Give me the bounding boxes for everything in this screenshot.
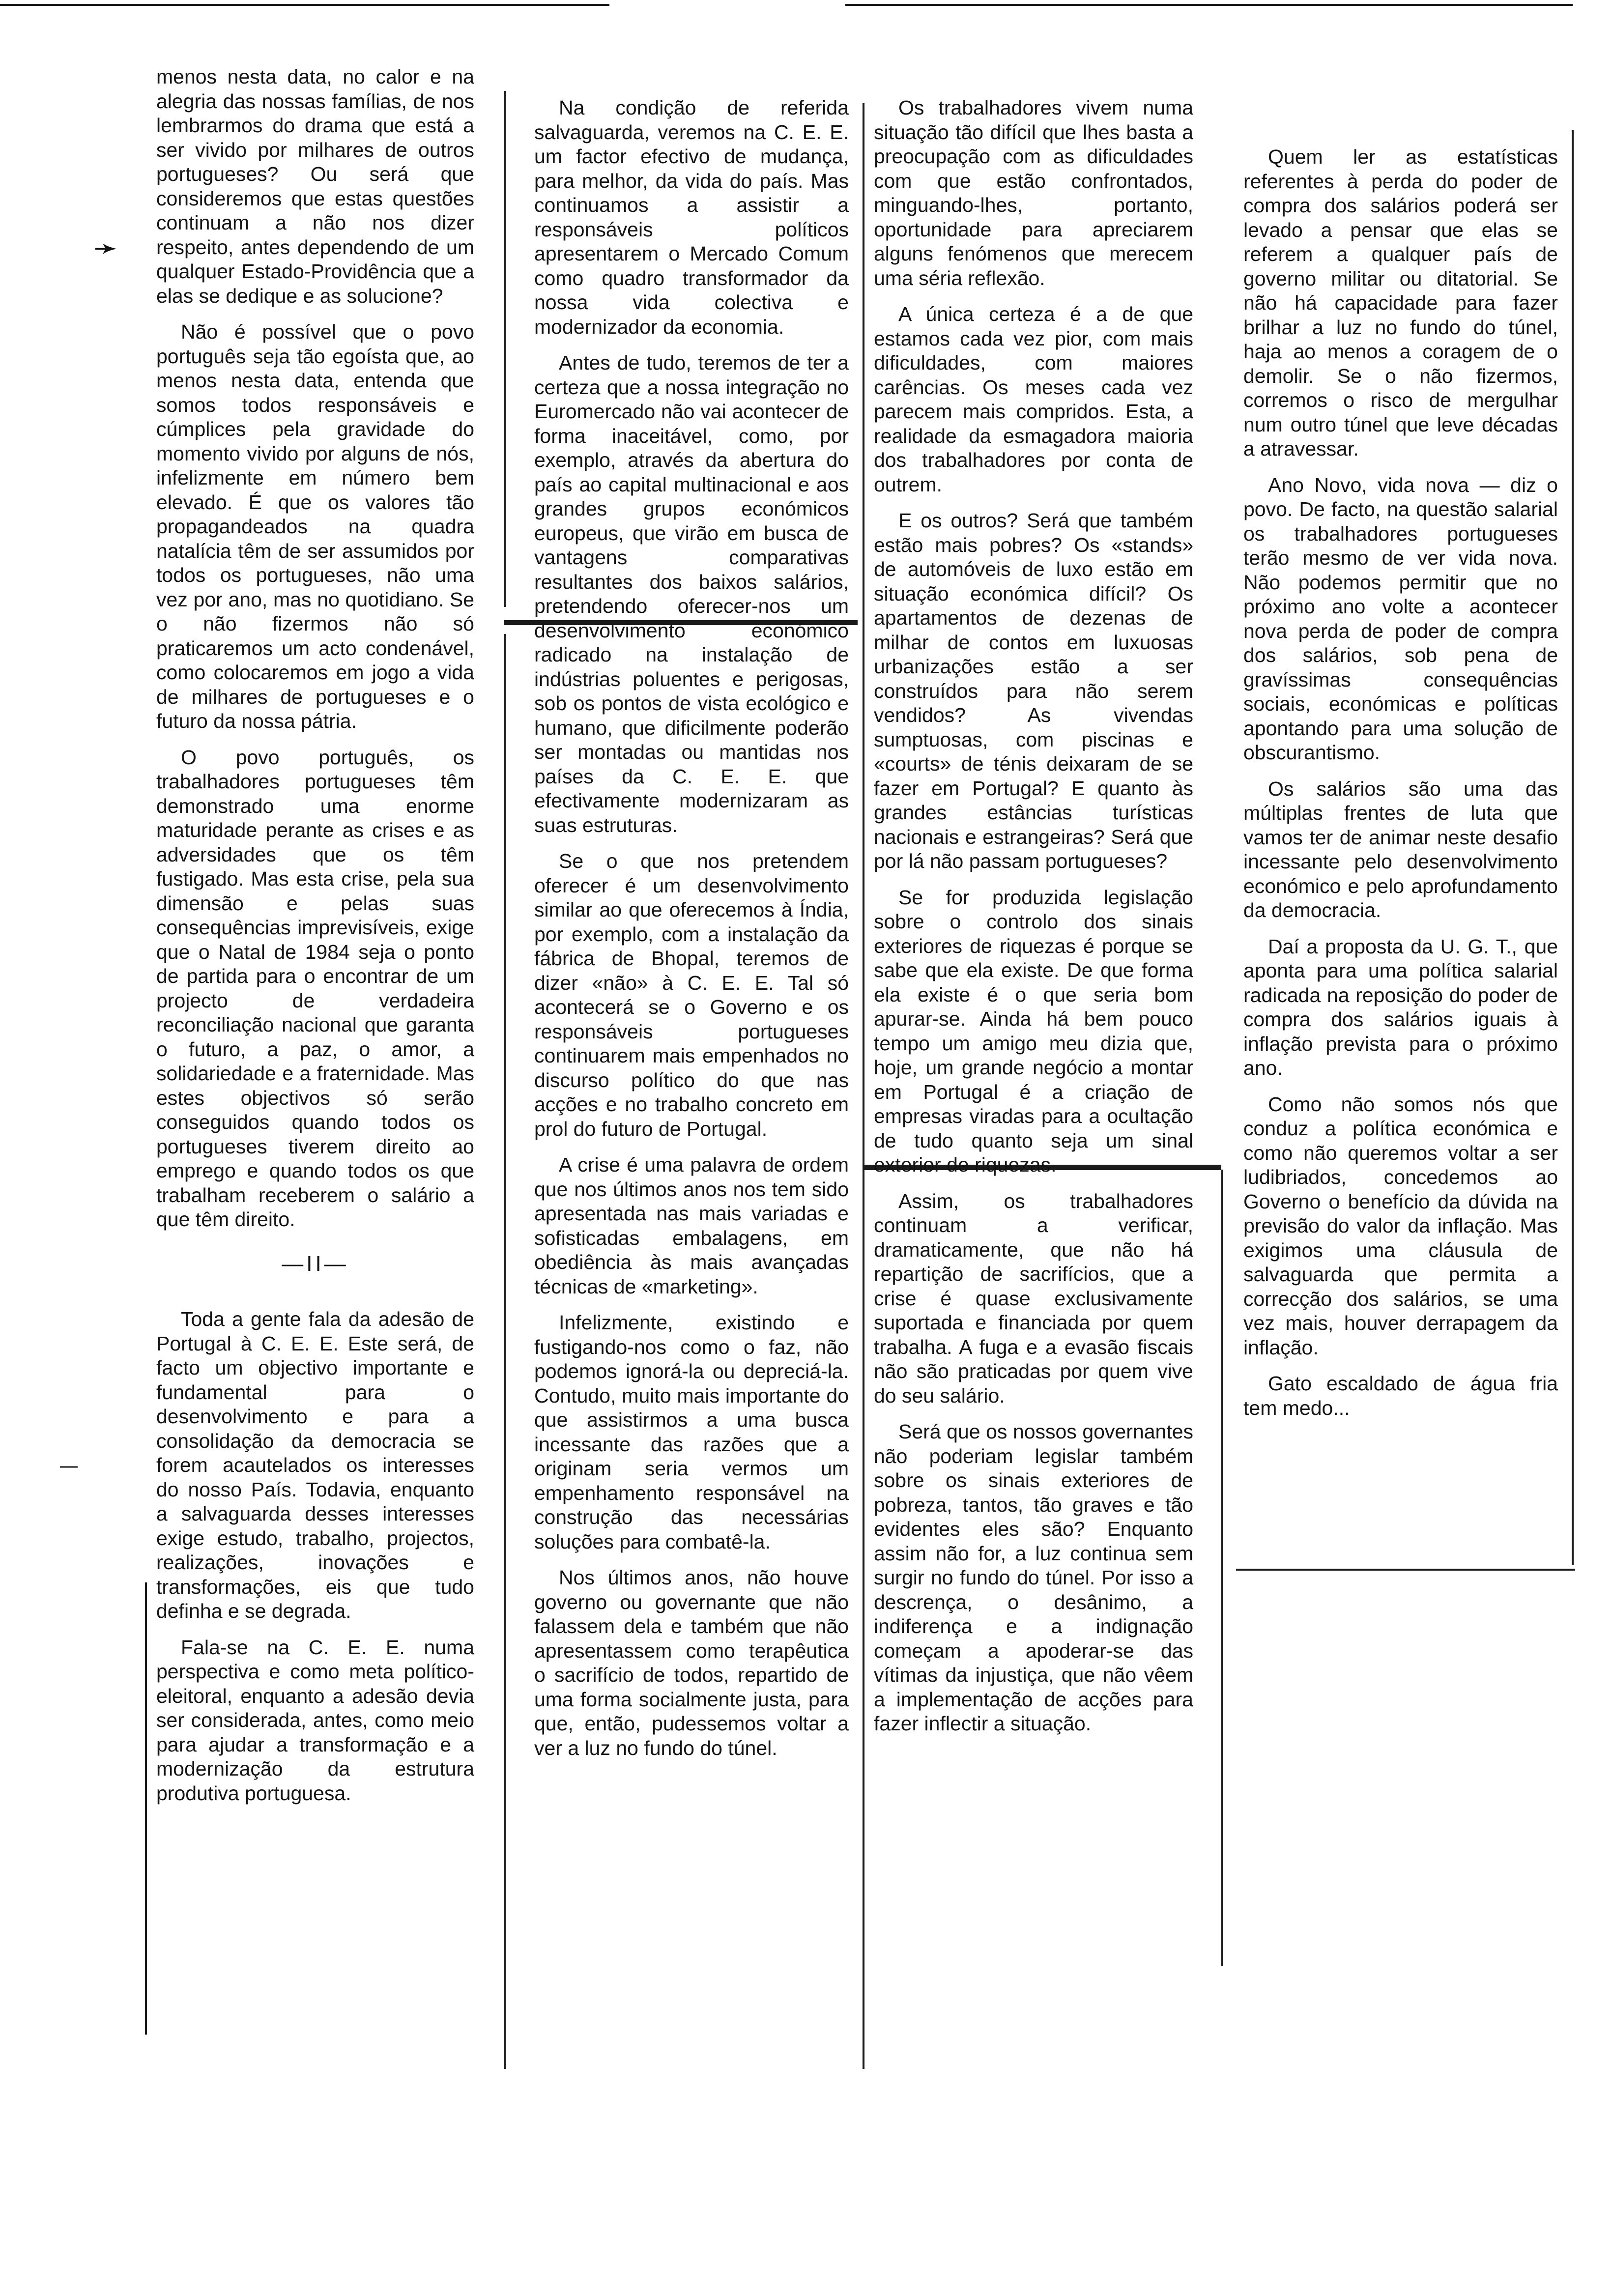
paragraph: Nos últimos anos, não houve governo ou governante que não falassem dela e também que não apresentassem como terapêutica o sacrifício de todos, repartido de uma forma socialmente justa, para que, então, pudessemos voltar a ver a luz no fundo do túnel. — [534, 1566, 849, 1759]
paragraph: Fala-se na C. E. E. numa perspectiva e como meta político-eleitoral, enquanto a adesão devia ser considerada, antes, como meio para ajudar a transformação e a modernização da estrutura produtiva portuguesa. — [156, 1636, 474, 1805]
paragraph: A única certeza é a de que estamos cada vez pior, com mais dificuldades, com maiores carências. Os meses cada vez parecem mais compridos. Esta, a realidade da esmagadora maioria dos trabalhadores por conta de outrem. — [874, 303, 1193, 496]
paragraph: E os outros? Será que também estão mais pobres? Os «stands» de automóveis de luxo estão em situação económica difícil? Os apartamentos de dezenas de milhar de contos em luxuosas urbanizações estão a ser construídos para não serem vendidos? As vivendas sumptuosas, com piscinas e «courts» de ténis deixaram de se fazer em Portugal? E quanto às grandes estâncias turísticas nacionais e estrangeiras? Será que por lá não passam portugueses? — [874, 509, 1193, 872]
article-column-3 — [874, 96, 1193, 1748]
margin-dash-mark: — — [59, 1455, 79, 1477]
paragraph: Como não somos nós que conduz a política económica e como não queremos voltar a ser ludibriados, concedemos ao Governo o benefício da dúvida na previsão do valor da inflação. Mas exigimos uma cláusula de salvaguarda que permita a correcção dos salários, se uma vez mais, houver derrapagem da inflação. — [1243, 1092, 1558, 1359]
paragraph: Os salários são uma das múltiplas frentes de luta que vamos ter de animar neste desafio incessante pelo desenvolvimento económico e pelo aprofundamento da democracia. — [1243, 777, 1558, 921]
paragraph: Na condição de referida salvaguarda, veremos na C. E. E. um factor efectivo de mudança, para melhor, da vida do país. Mas continuamos a assistir a responsáveis políticos apresentarem o Mercado Comum como quadro transformador da nossa vida colectiva e modernizador da economia. — [534, 96, 849, 338]
paragraph: Os trabalhadores vivem numa situação tão difícil que lhes basta a preocupação com as dificuldades com que estão confrontados, minguando-lhes, portanto, oportunidade para apreciarem alguns fenómenos que merecem uma séria reflexão. — [874, 96, 1193, 289]
paragraph: Se o que nos pretendem oferecer é um desenvolvimento similar ao que oferecemos à Índia, por exemplo, com a instalação da fábrica de Bhopal, teremos de dizer «não» à C. E. E. Tal só acontecerá se o Governo e os responsáveis portugueses continuarem mais empenhados no discurso político do que nas acções e no trabalho concreto em prol do futuro de Portugal. — [534, 850, 849, 1140]
paragraph: Daí a proposta da U. G. T., que aponta para uma política salarial radicada na reposição do poder de compra dos salários iguais à inflação prevista para o próximo ano. — [1243, 935, 1558, 1079]
paragraph: Assim, os trabalhadores continuam a verificar, dramaticamente, que não há repartição de sacrifícios, que a crise é quase exclusivamente suportada e financiada por quem trabalha. A fuga e a evasão fiscais não são praticadas por quem vive do seu salário. — [874, 1189, 1193, 1407]
column-rule — [863, 103, 864, 2069]
column-rule — [145, 1582, 147, 2035]
paragraph: Quem ler as estatísticas referentes à perda do poder de compra dos salários poderá ser levado a pensar que elas se referem a qualquer país de governo militar ou ditatorial. Se não há capacidade para fazer brilhar a luz no fundo do túnel, haja ao menos a coragem de o demolir. Se o não fizermos, corremos o risco de mergulhar num outro túnel que leve décadas a atravessar. — [1243, 145, 1558, 460]
column-rule — [504, 634, 506, 2069]
section-separator: —II— — [282, 1251, 349, 1276]
top-edge-rule-right — [845, 4, 1573, 6]
paragraph: Ano Novo, vida nova — diz o povo. De facto, na questão salarial os trabalhadores portugueses terão mesmo de ver vida nova. Não podemos permitir que no próximo ano volte a acontecer nova perda de poder de compra dos salários, sob pena de gravíssimas consequências sociais, económicas e políticas apontando para uma solução de obscurantismo. — [1243, 473, 1558, 764]
margin-arrow-mark: ➛ — [93, 231, 118, 265]
paragraph: Toda a gente fala da adesão de Portugal à C. E. E. Este será, de facto um objectivo importante e fundamental para o desenvolvimento e para a consolidação da democracia se forem acautelados os interesses do nosso País. Todavia, enquanto a salvaguarda desses interesses exige estudo, trabalho, projectos, realizações, inovações e transformações, eis que tudo definha e se degrada. — [156, 1308, 474, 1622]
paragraph: Será que os nossos governantes não poderiam legislar também sobre os sinais exteriores de pobreza, tantos, tão graves e tão evidentes eles são? Enquanto assim não for, a luz continua sem surgir no fundo do túnel. Por isso a descrença, o desânimo, a indiferença e a indignação começam a apoderar-se das vítimas da injustiça, que não vêem a implementação de acções para fazer inflectir a situação. — [874, 1420, 1193, 1735]
paragraph: A crise é uma palavra de ordem que nos últimos anos nos tem sido apresentada nas mais variadas e sofisticadas embalagens, em obediência às mais avançadas técnicas de «marketing». — [534, 1153, 849, 1298]
paragraph: menos nesta data, no calor e na alegria das nossas famílias, de nos lembrarmos do drama que está a ser vivido por milhares de outros portugueses? Ou será que consideremos que estas questões continuam a não nos dizer respeito, antes dependendo de um qualquer Estado-Providência que a elas se dedique e as solucione? — [156, 65, 474, 307]
paragraph: Não é possível que o povo português seja tão egoísta que, ao menos nesta data, entenda que somos todos responsáveis e cúmplices pela gravidade do momento vivido por alguns de nós, infelizmente em número bem elevado. É que os valores tão propagandeados na quadra natalícia têm de ser assumidos por todos os portugueses, não uma vez por ano, mas no quotidiano. Se o não fizermos não só praticaremos um acto condenável, como colocaremos em jogo a vida de milhares de portugueses e o futuro da nossa pátria. — [156, 320, 474, 732]
article-column-4 — [1243, 145, 1558, 1432]
paragraph: O povo português, os trabalhadores portugueses têm demonstrado uma enorme maturidade perante as crises e as adversidades que os têm fustigado. Mas esta crise, pela sua dimensão e pelas suas consequências imprevisíveis, exige que o Natal de 1984 seja o ponto de partida para o encontrar de um projecto de verdadeira reconciliação nacional que garanta o futuro, a paz, o amor, a solidariedade e a fraternidade. Mas estes objectivos só serão conseguidos quando todos os portugueses tiverem direito ao emprego e quando todos os que trabalham receberem o salário a que têm direito. — [156, 746, 474, 1231]
article-column-2 — [534, 96, 849, 1772]
paragraph: Antes de tudo, teremos de ter a certeza que a nossa integração no Euromercado não vai acontecer de forma inaceitável, como, por exemplo, através da abertura do país ao capital multinacional e aos grandes grupos económicos europeus, que virão em busca de vantagens comparativas resultantes dos baixos salários, pretendendo oferecer-nos um desenvolvimento económico radicado na instalação de indústrias poluentes e perigosas, sob os pontos de vista ecológico e humano, que dificilmente poderão ser montadas ou mantidas nos países da C. E. E. que efectivamente modernizaram as suas estruturas. — [534, 351, 849, 836]
paragraph: Gato escaldado de água fria tem medo... — [1243, 1372, 1558, 1419]
paragraph: Se for produzida legislação sobre o controlo dos sinais exteriores de riquezas é porque se sabe que ela existe. De que forma ela existe é o que seria bom apurar-se. Ainda há bem pouco tempo um amigo meu dizia que, hoje, um grande negócio a montar em Portugal é a criação de empresas viradas para a ocultação de tudo quanto seja um sinal exterior de riquezas. — [874, 886, 1193, 1176]
box-rule — [1236, 1569, 1575, 1571]
top-edge-rule-left — [0, 4, 609, 6]
paragraph: Infelizmente, existindo e fustigando-nos como o faz, não podemos ignorá-la ou depreciá-la. Contudo, muito mais importante do que assistirmos a uma busca incessante das razões que a originam seria vermos um empenhamento responsável na construção das necessárias soluções para combatê-la. — [534, 1311, 849, 1553]
article-column-1 — [156, 65, 474, 1817]
column-rule — [1572, 130, 1574, 1565]
column-rule — [504, 91, 506, 607]
column-rule — [1221, 1170, 1223, 1966]
